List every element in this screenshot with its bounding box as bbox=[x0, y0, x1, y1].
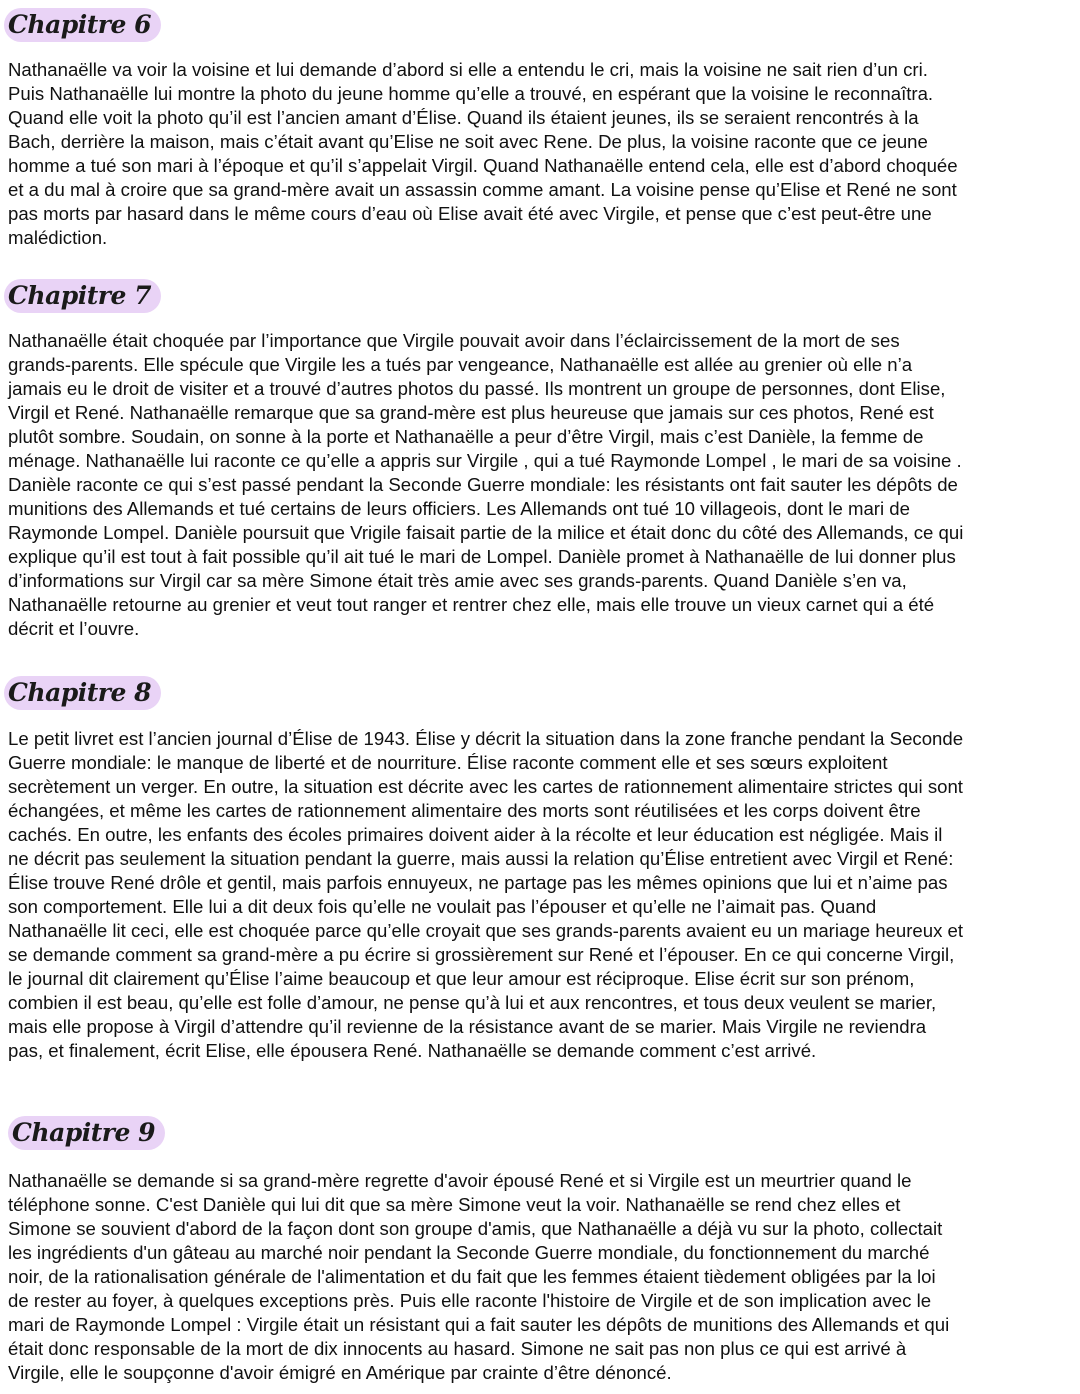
chapter-6-text: Nathanaëlle va voir la voisine et lui demande d’abord si elle a entendu le cri, mais la voisine ne sait rien d’un cri. Puis Nathanaëlle lui montre la photo du jeune homme qu’elle a trouvé, en espérant que la voisine le reconnaîtra. Quand elle voit la photo qu’il est l’ancien amant d’Élise. Quand ils étaient jeunes, ils se seraient rencontrés à la Bach, derrière la maison, mais c’était avant qu’Elise ne soit avec Rene. De plus, la voisine raconte que ce jeune homme a tué son mari à l’époque et qu’il s’appelait Virgil. Quand Nathanaëlle entend cela, elle est d’abord choquée et a du mal à croire que sa grand-mère avait un assassin comme amant. La voisine pense qu’Elise et René ne sont pas morts par hasard dans le même cours d’eau où Elise avait été avec Virgile, et pense que c’est peut-être une malédiction. bbox=[8, 59, 958, 248]
chapter-9-heading: Chapitre 9 bbox=[8, 1116, 165, 1150]
chapter-8-text: Le petit livret est l’ancien journal d’Élise de 1943. Élise y décrit la situation dans la zone franche pendant la Seconde Guerre mondiale: le manque de liberté et de nourriture. Élise raconte comment elle et ses sœurs exploitent secrètement un verger. En outre, la situation est décrite avec les cartes de rationnement alimentaire strictes qui sont échangées, et même les cartes de rationnement alimentaire des morts sont réutilisées et les corps doivent être cachés. En outre, les enfants des écoles primaires doivent aider à la récolte et leur éducation est négligée. Mais il ne décrit pas seulement la situation pendant la guerre, mais aussi la relation qu’Élise entretient avec Virgil et René: Élise trouve René drôle et gentil, mais parfois ennuyeux, ne partage pas les mêmes opinions que lui et n’aime pas son comportement. Elle lui a dit deux fois qu’elle ne voulait pas l’épouser et qu’elle ne l’aimait pas. Quand Nathanaëlle lit ceci, elle est choquée parce qu’elle croyait que ses grands-parents avaient eu un mariage heureux et se demande comment sa grand-mère a pu écrire si grossièrement sur René et l’épouser. En ce qui concerne Virgil, le journal dit clairement qu’Élise l’aime beaucoup et que leur amour est réciproque. Elise écrit sur son prénom, combien il est beau, qu’elle est folle d’amour, ne pense qu’à lui et aux rencontres, et tous deux veulent se marier, mais elle propose à Virgil d’attendre qu’il revienne de la résistance avant de se marier. Mais Virgile ne reviendra pas, et finalement, écrit Elise, elle épousera René. Nathanaëlle se demande comment c’est arrivé. bbox=[8, 728, 964, 1061]
chapter-6-heading: Chapitre 6 bbox=[4, 8, 161, 42]
chapter-9-text: Nathanaëlle se demande si sa grand-mère regrette d'avoir épousé René et si Virgile est un meurtrier quand le téléphone sonne. C'est Danièle qui lui dit que sa mère Simone veut la voir. Nathanaëlle se rend chez elles et Simone se souvient d'abord de la façon dont son groupe d'amis, que Nathanaëlle a déjà vu sur la photo, collectait les ingrédients d'un gâteau au marché noir pendant la Seconde Guerre mondiale, du fonctionnement du marché noir, de la rationalisation générale de l'alimentation et du fait que les femmes étaient tièdement obligées par la loi de rester au foyer, à quelques exceptions près. Puis elle raconte l'histoire de Virgile et de son implication avec le mari de Raymonde Lompel : Virgile était un résistant qui a fait sauter les dépôts de munitions des Allemands et qui était donc responsable de la mort de dix innocents au hasard. Simone ne sait pas non plus ce qui est arrivé à Virgile, elle le soupçonne d'avoir émigré en Amérique par crainte d’être dénoncé. bbox=[8, 1170, 950, 1383]
chapter-8-heading: Chapitre 8 bbox=[4, 676, 161, 710]
chapter-7-heading: Chapitre 7 bbox=[4, 279, 161, 313]
chapter-7-text: Nathanaëlle était choquée par l’importance que Virgile pouvait avoir dans l’éclaircissement de la mort de ses grands-parents. Elle spécule que Virgile les a tués par vengeance, Nathanaëlle est allée au grenier où elle n’a jamais eu le droit de visiter et a trouvé d’autres photos du passé. Ils montrent un groupe de personnes, dont Elise, Virgil et René. Nathanaëlle remarque que sa grand-mère est plus heureuse que jamais sur ces photos, René est plutôt sombre. Soudain, on sonne à la porte et Nathanaëlle a peur d’être Virgil, mais c’est Danièle, la femme de ménage. Nathanaëlle lui raconte ce qu’elle a appris sur Virgile , qui a tué Raymonde Lompel , le mari de sa voisine . Danièle raconte ce qui s’est passé pendant la Seconde Guerre mondiale: les résistants ont fait sauter les dépôts de munitions des Allemands et tué certains de leurs officiers. Les Allemands ont tué 10 villageois, dont le mari de Raymonde Lompel. Danièle poursuit que Vrigile faisait partie de la milice et était donc du côté des Allemands, ce qui explique qu’il est tout à fait possible qu’il ait tué le mari de Lompel. Danièle promet à Nathanaëlle de lui donner plus d’informations sur Virgil car sa mère Simone était très amie avec ses grands-parents. Quand Danièle s’en va, Nathanaëlle retourne au grenier et veut tout ranger et rentrer chez elle, mais elle trouve un vieux carnet qui a été décrit et l’ouvre. bbox=[8, 330, 964, 639]
